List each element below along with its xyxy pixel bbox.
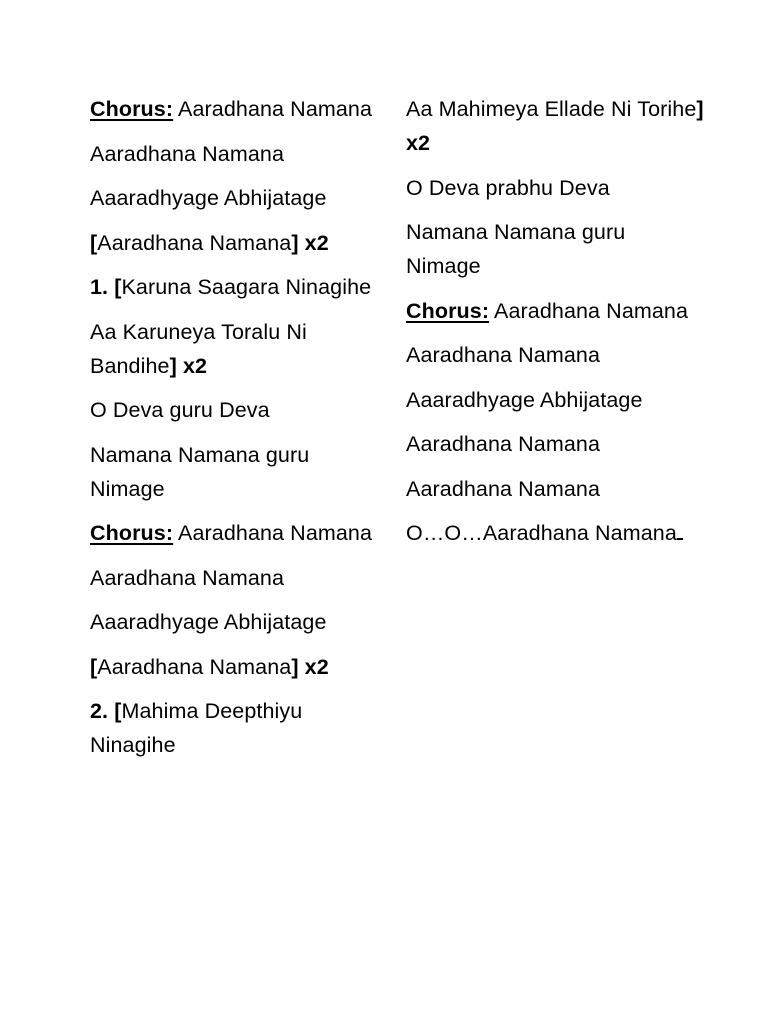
chorus-label: Chorus: [90, 521, 174, 545]
chorus-heading-paragraph [406, 294, 706, 328]
bracket-close: ] [169, 353, 177, 378]
lyric-line [406, 383, 706, 417]
lyric-text: Namana Namana guru Nimage [406, 220, 626, 278]
lyric-line-repeat [90, 650, 380, 684]
right-column [406, 92, 706, 561]
verse-two-start [90, 694, 380, 762]
lyric-text: Aa Mahimeya Ellade Ni Torihe [406, 97, 697, 121]
verse-number: 1. [ [90, 275, 122, 299]
verse-number: 2. [ [90, 699, 122, 723]
lyric-line [406, 171, 706, 205]
lyric-text: Aaradhana Namana [90, 565, 285, 590]
repeat-marker: x2 [176, 353, 208, 378]
lyric-text: Aaradhana Namana [90, 141, 285, 166]
lyric-text: Namana Namana guru Nimage [90, 442, 310, 501]
repeat-marker: x2 [298, 654, 329, 679]
lyric-line [406, 338, 706, 372]
lyric-line-repeat [406, 92, 706, 160]
bracket-open: [ [90, 230, 98, 255]
lyric-line [406, 427, 706, 461]
lyric-text: O Deva prabhu Deva [406, 175, 610, 200]
lyric-text: Aaradhana Namana [406, 476, 601, 501]
chorus-heading-paragraph [90, 516, 380, 550]
trailing-underline-mark [677, 520, 683, 540]
lyric-line [90, 561, 380, 595]
bracket-close: ] [291, 654, 299, 679]
lyric-text: Aaaradhyage Abhijatage [90, 186, 327, 210]
lyric-line [406, 215, 706, 283]
lyric-line [90, 137, 380, 171]
lyric-text: Aaradhana Namana [97, 654, 292, 679]
lyric-text: Aaaradhyage Abhijatage [90, 610, 327, 634]
lyric-line [90, 438, 380, 506]
lyric-text: Aaradhana Namana [173, 97, 373, 121]
verse-one-start [90, 270, 380, 304]
bracket-close: ] [291, 230, 299, 255]
lyric-line-repeat [90, 315, 380, 383]
lyric-text: Mahima Deepthiyu Ninagihe [90, 699, 303, 757]
left-column [90, 92, 380, 773]
lyric-text: O…O…Aaradhana Namana [406, 521, 677, 545]
lyric-line-repeat [90, 226, 380, 260]
lyric-text: O Deva guru Deva [90, 398, 270, 422]
lyric-line [90, 181, 380, 215]
chorus-label: Chorus: [406, 298, 490, 323]
bracket-open: [ [90, 654, 98, 679]
bracket-close: ] [696, 97, 704, 121]
lyric-line [90, 605, 380, 639]
lyric-line [90, 393, 380, 427]
repeat-marker: x2 [298, 230, 329, 255]
chorus-heading-paragraph [90, 92, 380, 126]
lyric-text: Karuna Saagara Ninagihe [121, 275, 372, 299]
lyric-line-final [406, 516, 706, 550]
lyric-text: Aa Karuneya Toralu Ni Bandihe [90, 319, 307, 378]
lyric-text: Aaradhana Namana [97, 230, 292, 255]
chorus-label: Chorus: [90, 97, 174, 121]
repeat-marker: x2 [406, 131, 431, 155]
lyric-text: Aaradhana Namana [489, 298, 689, 323]
lyric-text: Aaradhana Namana [173, 521, 373, 545]
lyric-text: Aaradhana Namana [406, 432, 601, 456]
lyric-line [406, 472, 706, 506]
lyric-text: Aaradhana Namana [406, 343, 601, 367]
lyric-text: Aaaradhyage Abhijatage [406, 387, 643, 412]
